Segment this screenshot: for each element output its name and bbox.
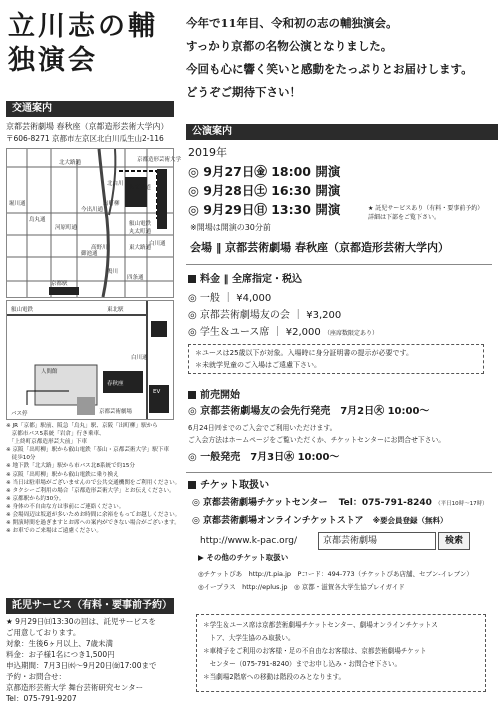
ticket-center-hours: （平日10時～17時） — [435, 501, 488, 507]
schedule-dates — [188, 162, 340, 219]
price-item: ◎ 一般 ｜ ¥4,000 — [188, 293, 272, 304]
online-store-note: ※要会員登録（無料） — [372, 516, 448, 525]
schedule-heading: 公演案内 — [186, 124, 498, 140]
map-label: 人間館 — [41, 369, 58, 375]
access-note: ※ JR「京都」駅前、阪急「烏丸」駅、京阪「出町柳」駅から — [6, 423, 158, 429]
other-ticket-item — [198, 581, 496, 594]
presale-note: ご入会方法はホームページをご覧いただくか、チケットセンターにお問合せ下さい。 — [188, 436, 446, 444]
square-bullet-icon — [188, 481, 196, 489]
presale-heading — [188, 388, 240, 403]
childcare-line: 料金：お子様1名につき1,500円 — [6, 650, 115, 659]
price-heading-text: 料金 ‖ 全席指定・税込 — [200, 274, 302, 285]
star-note-line: 詳細は下部をご覧下さい。 — [368, 214, 441, 221]
map-label: 河原町通 — [55, 225, 78, 231]
bottom-note: ＊当劇場2階席への移動は階段のみとなります。 — [203, 673, 346, 681]
intro-line: どうぞご期待下さい！ — [186, 85, 301, 99]
childcare-line: 予約・お問合せ： — [6, 672, 66, 681]
title-line-1: 立川志の輔 — [8, 11, 158, 42]
online-store: ◎ 京都芸術劇場オンラインチケットストア — [192, 516, 364, 526]
price-notes-box — [188, 344, 484, 374]
map-label: 銀閣寺道 — [129, 185, 152, 191]
price-note: ＊ユースは25歳以下が対象。入場時に身分証明書の提示が必要です。 — [195, 349, 413, 357]
website-url[interactable]: http://www.k-pac.org/ — [200, 536, 297, 546]
intro-line: 今年で11年目、令和初の志の輔独演会。 — [186, 16, 398, 30]
ticket-center: ◎ 京都芸術劇場チケットセンター — [192, 498, 328, 508]
price-item: ◎ 京都芸術劇場友の会 ｜ ¥3,200 — [188, 310, 342, 321]
intro-line: 今回も心に響く笑いと感動をたっぷりとお届けします。 — [186, 62, 473, 76]
map-label: 御池通 — [81, 251, 98, 257]
map-label: 京都造形芸術大学 — [137, 157, 182, 163]
map-label: 京都芸術劇場 — [99, 409, 133, 415]
bottom-note: ＊学生＆ユース席は京都芸術劇場チケットセンター、劇場オンラインチケットス — [203, 621, 438, 629]
access-note: ※ 京阪「出町柳」駅から叡山電鉄「茶山・京都芸術大学」駅下車 — [6, 447, 170, 454]
presale-heading-text: 前売開始 — [200, 390, 240, 401]
map-label: 鴨川 — [107, 269, 119, 275]
access-notes — [6, 422, 181, 535]
schedule-time: 16:30 開演 — [271, 183, 341, 198]
area-map-drawing — [7, 149, 182, 297]
schedule-date-row — [188, 200, 340, 219]
presale-member-notes — [188, 422, 445, 446]
presale-general: ◎ 一般発売 7月3日㊌ 10:00～ — [188, 452, 340, 463]
tickets-heading-text: チケット取扱い — [200, 480, 270, 491]
square-bullet-icon — [188, 391, 196, 399]
student-seat-note: （座席数限定あり） — [323, 330, 378, 337]
map-label: バス停 — [11, 411, 28, 417]
page-title — [8, 10, 158, 78]
access-note: ※ 京都駅から約30分。 — [6, 495, 65, 502]
search-input[interactable]: 京都芸術劇場 — [318, 532, 436, 550]
access-note: ※ タクシーご利用の場合「京都造形芸術大学」とお伝えください。 — [6, 487, 175, 494]
schedule-date: ◎ 9月28日㊏ — [188, 183, 267, 198]
childcare-info — [6, 616, 178, 704]
access-note: ※ お車でのご来場はご遠慮ください。 — [6, 528, 102, 535]
other-ticket-text: ◎イープラス http://eplus.jp — [198, 583, 288, 591]
childcare-heading: 託児サービス（有料・要事前予約） — [6, 598, 174, 614]
campus-map — [6, 300, 174, 420]
access-note: ※ 開演時間を過ぎますとお席への案内ができない場合がございます。 — [6, 520, 180, 527]
schedule-date-row — [188, 181, 340, 200]
price-item-text: ◎ 学生＆ユース席 ｜ ¥2,000 — [188, 327, 321, 338]
map-label: 東北駅 — [107, 307, 124, 313]
intro-line: すっかり京都の名物公演となりました。 — [186, 39, 393, 53]
map-label: 白川通 — [131, 355, 148, 361]
map-label: 烏丸通 — [29, 217, 46, 223]
bottom-note: トア、大学生協のみ取扱い。 — [203, 634, 295, 642]
access-note: ※ 京阪「出町柳」駅から叡山電鉄に乗り換え — [6, 471, 119, 478]
triangle-right-icon: ▶ — [198, 553, 207, 562]
presale-note: 6月24日㈪までのご入会でご利用いただけます。 — [188, 424, 337, 432]
access-note: ※ 身体の不自由な方は事前にご連絡ください。 — [6, 503, 125, 510]
schedule-time: 13:30 開演 — [271, 202, 341, 217]
childcare-line: 申込期間：7月3日㈬～9月20日㈮17:00まで — [6, 661, 157, 670]
other-ticket-list — [198, 568, 496, 594]
access-note: ※ 当日は駐車場がございませんので公共交通機関をご利用ください。 — [6, 479, 181, 486]
access-note: 「上終町京都造形芸大前」下車 — [6, 439, 88, 446]
presale-member: ◎ 京都芸術劇場友の会先行発売 7月2日㊋ 10:00～ — [188, 406, 430, 417]
map-label: 高野川 — [91, 245, 108, 251]
schedule-date: ◎ 9月27日㊎ — [188, 164, 267, 179]
childcare-line: Tel：075-791-9207 — [6, 694, 77, 703]
price-list — [188, 290, 378, 342]
venue-line: 会場 ‖ 京都芸術劇場 春秋座（京都造形芸術大学内） — [190, 241, 449, 254]
other-ticket-heading — [198, 552, 288, 564]
tickets-heading — [188, 478, 269, 493]
access-address: 〒606-8271 京都市左京区北白川瓜生山2-116 — [6, 134, 164, 143]
access-heading: 交通案内 — [6, 101, 174, 117]
title-line-2: 独演会 — [8, 45, 98, 76]
map-label: 四条通 — [127, 275, 144, 281]
ticket-center-tel[interactable]: Tel：075-791-8240 — [338, 498, 432, 508]
schedule-time: 18:00 開演 — [271, 164, 341, 179]
map-label: 叡山電鉄 — [129, 221, 152, 227]
other-ticket-item: ◎チケットぴあ http://t.pia.jp Pコード：494-773（チケットぴあ店舗、セブン-イレブン） — [198, 570, 473, 578]
star-note-line: ★ 託児サービスあり（有料・要事前予約） — [368, 205, 484, 212]
map-label: 叡山電鉄 — [11, 307, 34, 313]
price-note: ＊未就学児童のご入場はご遠慮下さい。 — [195, 361, 321, 369]
price-item — [188, 324, 378, 342]
online-store-row — [192, 514, 448, 528]
divider — [186, 264, 492, 265]
campus-map-drawing — [7, 301, 173, 419]
map-label: 京都駅 — [51, 281, 68, 287]
square-bullet-icon — [188, 275, 196, 283]
intro-text — [186, 12, 473, 104]
childcare-line: ★ 9月29日㈰13:30の回は、託児サービスを — [6, 617, 157, 626]
access-note: ※ 会場周辺は坂道が多いためお時間に余裕をもってお越しください。 — [6, 512, 181, 519]
childcare-star-note — [368, 204, 483, 222]
access-note: ※ 地下鉄「北大路」駅から市バス北8系統で約15分 — [6, 463, 136, 470]
bottom-note: センター（075-791-8240）までお申し込み・お問合せ下さい。 — [203, 660, 402, 668]
schedule-date-row — [188, 162, 340, 181]
area-map — [6, 148, 182, 298]
schedule-date: ◎ 9月29日㊐ — [188, 202, 267, 217]
map-label: 北大路通 — [59, 160, 82, 166]
bottom-notes-box — [196, 614, 486, 692]
map-label: 丸太町通 — [129, 229, 152, 235]
other-ticket-heading-text: その他のチケット取扱い — [206, 553, 289, 562]
schedule-year: 2019年 — [188, 146, 227, 159]
childcare-line: 対象：生後6ヶ月以上、7歳未満 — [6, 639, 114, 648]
ticket-center-row — [192, 496, 488, 511]
access-venue: 京都芸術劇場 春秋座（京都造形芸術大学内） — [6, 122, 169, 131]
price-heading — [188, 272, 302, 287]
doors-note: ※開場は開演の30分前 — [190, 223, 271, 232]
search-button[interactable]: 検索 — [438, 532, 470, 550]
map-label: EV — [153, 389, 161, 395]
map-label: 春秋座 — [107, 381, 124, 387]
map-label: 東大路通 — [129, 245, 152, 251]
childcare-line: ご用意しております。 — [6, 628, 81, 637]
divider — [186, 472, 492, 473]
bottom-note: ＊車椅子をご利用のお客様・足の不自由なお客様は、京都芸術劇場チケット — [203, 647, 427, 655]
map-label: 白川通 — [149, 241, 166, 247]
access-note: 徒歩10分 — [6, 455, 36, 462]
map-label: 今出川通 — [81, 207, 104, 213]
childcare-line: 京都造形芸術大学 舞台芸術研究センター — [6, 683, 144, 692]
map-label: 北白川 — [107, 181, 124, 187]
map-label: 堀川通 — [9, 201, 26, 207]
other-ticket-text: ◎ 京都・滋賀各大学生協プレイガイド — [294, 583, 405, 591]
access-note: 京都市バス5系統「岩倉」行き乗車、 — [6, 431, 105, 438]
map-label: 出町柳 — [103, 201, 120, 207]
